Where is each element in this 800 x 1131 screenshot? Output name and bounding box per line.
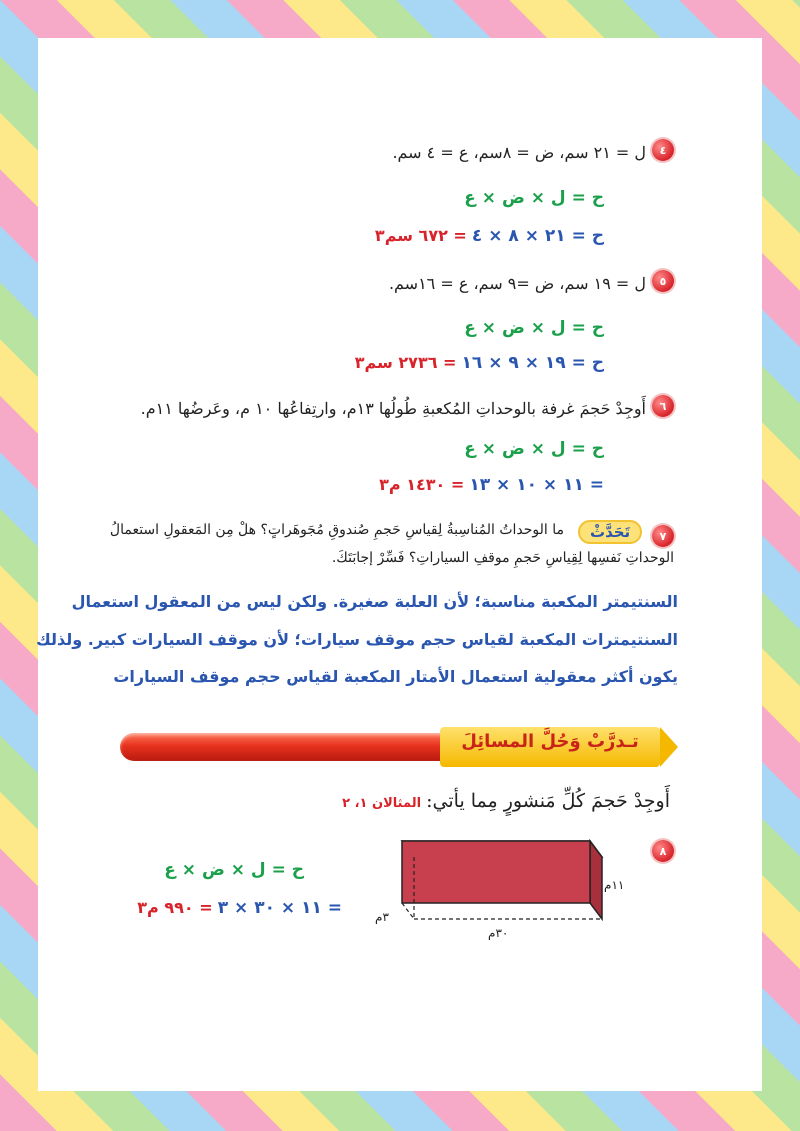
problem-number: ٤ <box>659 143 667 157</box>
banner-arrow-icon <box>660 727 678 767</box>
problem-number-badge <box>652 525 674 547</box>
height-label: ١١م <box>604 878 625 892</box>
answer-line: السنتيمتر المكعبة مناسبة؛ لأن العلبة صغيرة. ولكن ليس من المعقول استعمال <box>71 592 678 611</box>
calc-result: = ٢٧٣٦ سم٣ <box>354 353 457 372</box>
formula-line: ح = ل × ض × ع <box>164 860 304 880</box>
prism-hidden-edge <box>402 903 414 919</box>
problem-statement: أَوجِدْ حَجمَ غرفة بالوحداتِ المُكعبةِ طُولُها ١٣م، وارتِفاعُها ١٠ م، وعَرضُها ١١م. <box>140 399 646 418</box>
calc-result: = ٩٩٠ م٣ <box>137 898 213 917</box>
calc-line <box>38 898 342 918</box>
problem-number: ٦ <box>659 399 667 413</box>
question-line: الوحداتِ نَفسِها لِقِياسِ حَجمِ موقفِ السياراتِ؟ فَسِّرْ إجابَتَكَ. <box>331 550 674 566</box>
answer-line: يكون أكثر معقولية استعمال الأمتار المكعبة لقياس حجم موقف السيارات <box>113 667 678 686</box>
prism-side-face <box>590 841 602 919</box>
problem-number: ٧ <box>659 529 667 543</box>
instruction-text: أَوجِدْ حَجمَ كُلِّ مَنشورٍ مِما يأتي: <box>426 790 670 812</box>
rectangular-prism-diagram <box>390 833 610 933</box>
calc-line <box>38 475 604 495</box>
problem-statement: ل = ٢١ سم، ض = ٨سم، ع = ٤ سم. <box>392 143 646 162</box>
calc-expression: ح = ١٩ × ٩ × ١٦ <box>461 353 604 373</box>
calc-line <box>38 226 604 246</box>
section-title: تـدرَّبْ وَحُلَّ المسائِلَ <box>461 731 639 752</box>
calc-expression: = ١١ × ٣٠ × ٣ <box>217 898 342 918</box>
calc-result: = ٦٧٢ سم٣ <box>374 226 467 245</box>
talk-label: تَحَدَّثْ <box>590 523 631 541</box>
width-label: ٣م <box>375 910 389 924</box>
problem-number: ٥ <box>659 274 667 288</box>
formula-line: ح = ل × ض × ع <box>464 318 604 338</box>
problem-number-badge <box>652 270 674 292</box>
problem-number-badge <box>652 395 674 417</box>
talk-label-badge <box>578 520 642 544</box>
answer-line: السنتيمترات المكعبة لقياس حجم موقف سيارات؛ لأن موقف السيارات كبير. ولذلك <box>36 630 678 649</box>
calc-expression: ح = ٢١ × ٨ × ٤ <box>471 226 604 246</box>
problem-number-badge <box>652 840 674 862</box>
problem-number: ٨ <box>659 844 667 858</box>
formula-line: ح = ل × ض × ع <box>464 439 604 459</box>
length-label: ٣٠م <box>488 926 509 940</box>
formula-line: ح = ل × ض × ع <box>464 188 604 208</box>
worksheet-page <box>38 38 762 1091</box>
question-line: ما الوحداتُ المُناسِبةُ لِقياسِ حَجمِ صُندوقِ مُجَوهَراتٍ؟ هلْ مِن المَعقولِ استعمالُ <box>109 522 564 538</box>
problem-statement: ل = ١٩ سم، ض =٩ سم، ع = ١٦سم. <box>388 274 646 293</box>
calc-result: = ١٤٣٠ م٣ <box>379 475 465 494</box>
prism-front-face <box>402 841 590 903</box>
instruction-line <box>38 790 670 812</box>
calc-expression: = ١١ × ١٠ × ١٣ <box>469 475 604 495</box>
calc-line <box>38 353 604 373</box>
problem-number-badge <box>652 139 674 161</box>
instruction-reference: المثالان ١، ٢ <box>342 796 422 811</box>
